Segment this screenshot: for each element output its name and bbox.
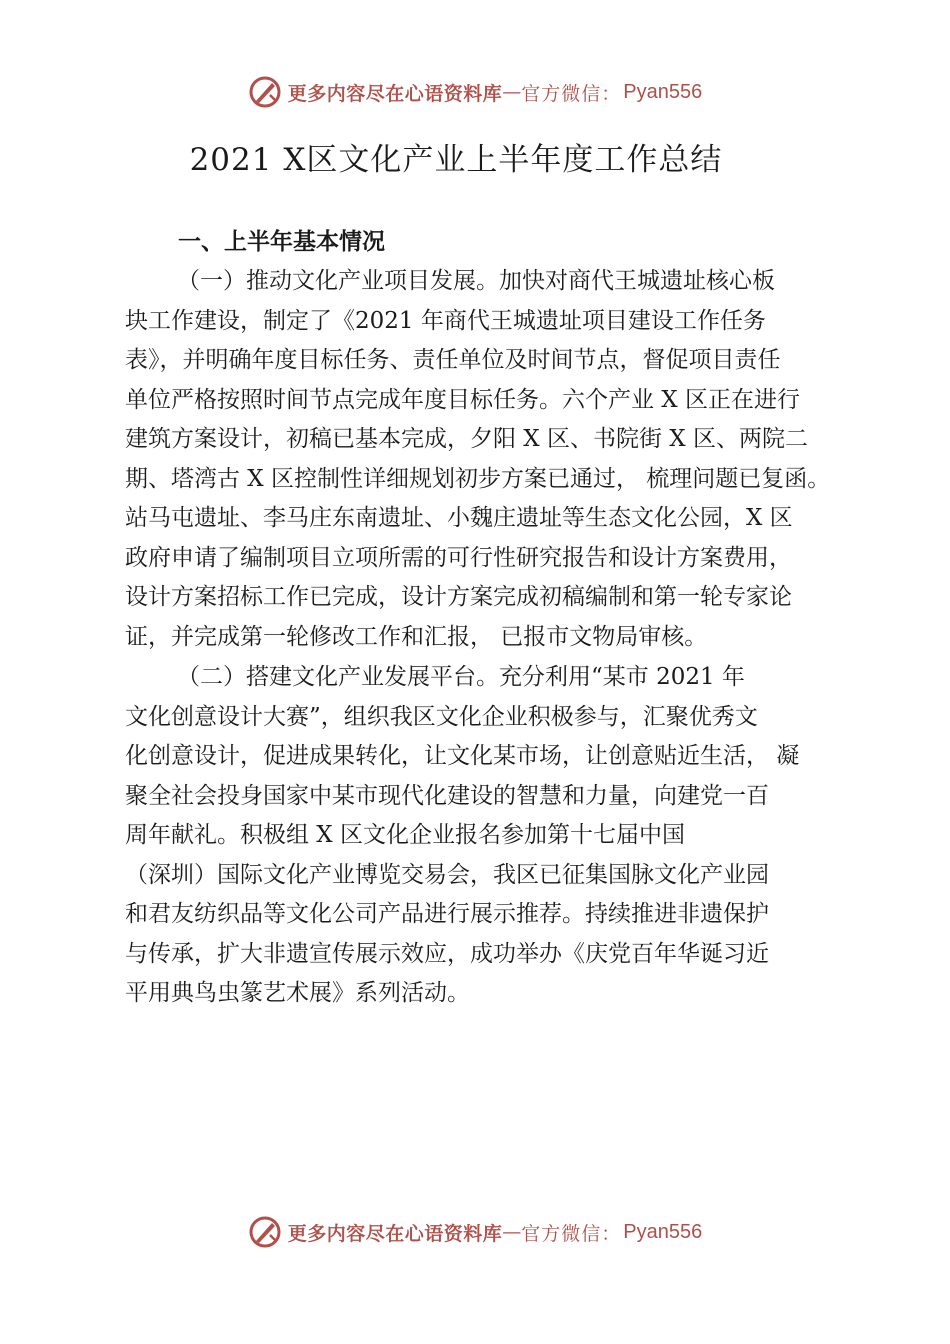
document-title: 2021 X区文化产业上半年度工作总结 [189,142,723,178]
watermark-main-text: 更多内容尽在心语资料库 [287,82,503,105]
watermark-dash: — [502,81,522,103]
paragraph-line: 和君友纺织品等文化公司产品进行展示推荐。持续推进非遗保护 [125,901,769,927]
watermark-sub-text: 官方微信： [521,1222,622,1245]
watermark-wechat-id: Pyan556 [623,80,703,103]
paragraph-line: （二）搭建文化产业发展平台。充分利用“某市 2021 年 [177,664,745,690]
paragraph-line: 站马屯遗址、李马庄东南遗址、小魏庄遗址等生态文化公园，X 区 [125,505,793,531]
paragraph-line: 文化创意设计大赛”，组织我区文化企业积极参与，汇聚优秀文 [125,703,758,730]
paragraph-line: 周年献礼。积极组 X 区文化企业报名参加第十七届中国 [125,822,685,848]
paragraph-line: 单位严格按照时间节点完成年度目标任务。六个产业 X 区正在进行 [125,386,800,413]
paragraph-1 [125,262,865,657]
footer-watermark [0,1210,950,1254]
watermark-sub-text: 官方微信： [521,82,622,105]
paragraph-line: 表》，并明确年度目标任务、责任单位及时间节点，督促项目责任 [125,347,781,373]
paragraph-line: （一）推动文化产业项目发展。加快对商代王城遗址核心板 [177,268,775,294]
paragraph-line: （深圳）国际文化产业博览交易会，我区已征集国脉文化产业园 [125,861,769,888]
paragraph-line: 期、塔湾古 X 区控制性详细规划初步方案已通过， 梳理问题已复函。 [125,465,831,492]
header-watermark [0,70,950,114]
section-heading: 一、上半年基本情况 [178,229,385,255]
paragraph-2 [125,658,865,1014]
paragraph-line: 与传承，扩大非遗宣传展示效应，成功举办《庆党百年华诞习近 [125,940,769,967]
watermark-dash: — [502,1221,522,1243]
paragraph-line: 建筑方案设计，初稿已基本完成，夕阳 X 区、书院街 X 区、两院二 [125,426,808,452]
paragraph-line: 政府申请了编制项目立项所需的可行性研究报告和设计方案费用， [125,544,792,571]
paragraph-line: 设计方案招标工作已完成，设计方案完成初稿编制和第一轮专家论 [125,584,792,610]
brush-logo-icon [248,75,282,109]
paragraph-line: 聚全社会投身国家中某市现代化建设的智慧和力量，向建党一百 [125,782,769,809]
paragraph-line: 化创意设计，促进成果转化，让文化某市场，让创意贴近生活， 凝 [125,743,800,769]
paragraph-line: 证，并完成第一轮修改工作和汇报， 已报市文物局审核。 [125,623,708,650]
paragraph-line: 平用典鸟虫篆艺术展》系列活动。 [125,980,470,1006]
brush-logo-icon [248,1215,282,1249]
watermark-main-text: 更多内容尽在心语资料库 [287,1222,503,1245]
watermark-wechat-id: Pyan556 [623,1220,703,1243]
paragraph-line: 块工作建设，制定了《2021 年商代王城遗址项目建设工作任务 [125,307,766,334]
